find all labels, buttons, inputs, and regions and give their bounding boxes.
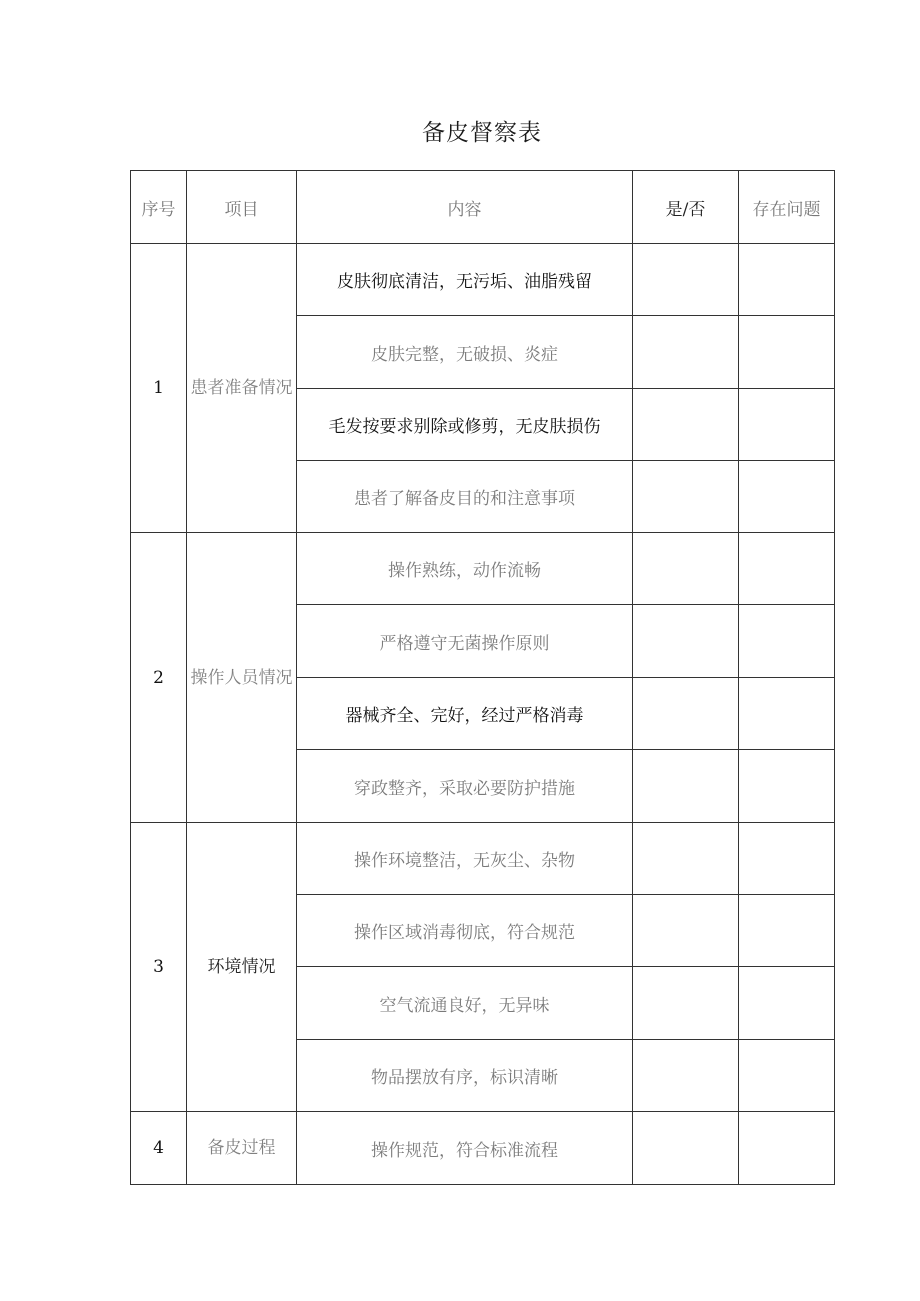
issues-cell[interactable]: [739, 533, 835, 605]
yes-no-cell[interactable]: [633, 244, 739, 316]
issues-cell[interactable]: [739, 750, 835, 823]
content-cell: 穿政整齐，采取必要防护措施: [297, 750, 633, 823]
content-cell: 皮肤彻底清洁，无污垢、油脂残留: [297, 244, 633, 316]
issues-cell[interactable]: [739, 895, 835, 967]
yes-no-cell[interactable]: [633, 316, 739, 389]
issues-cell[interactable]: [739, 316, 835, 389]
yes-no-cell[interactable]: [633, 1040, 739, 1112]
header-issues: 存在问题: [739, 171, 835, 244]
issues-cell[interactable]: [739, 244, 835, 316]
content-cell: 空气流通良好，无异味: [297, 967, 633, 1040]
yes-no-cell[interactable]: [633, 461, 739, 533]
group-item: 操作人员情况: [187, 533, 297, 823]
table-row: [131, 244, 835, 316]
issues-cell[interactable]: [739, 678, 835, 750]
content-cell: 患者了解备皮目的和注意事项: [297, 461, 633, 533]
header-row: [131, 171, 835, 244]
yes-no-cell[interactable]: [633, 823, 739, 895]
group-item: 患者准备情况: [187, 244, 297, 533]
content-cell: 毛发按要求别除或修剪，无皮肤损伤: [297, 389, 633, 461]
yes-no-cell[interactable]: [633, 750, 739, 823]
group-item: 备皮过程: [187, 1112, 297, 1185]
header-content: 内容: [297, 171, 633, 244]
group-number: 4: [131, 1112, 187, 1185]
group-number: 2: [131, 533, 187, 823]
yes-no-cell[interactable]: [633, 389, 739, 461]
table-row: [131, 823, 835, 895]
yes-no-cell[interactable]: [633, 533, 739, 605]
content-cell: 器械齐全、完好，经过严格消毒: [297, 678, 633, 750]
issues-cell[interactable]: [739, 461, 835, 533]
group-number: 1: [131, 244, 187, 533]
content-cell: 操作熟练，动作流畅: [297, 533, 633, 605]
issues-cell[interactable]: [739, 605, 835, 678]
issues-cell[interactable]: [739, 1112, 835, 1185]
yes-no-cell[interactable]: [633, 1112, 739, 1185]
table-row: [131, 533, 835, 605]
inspection-table: [130, 170, 835, 1185]
table-row: [131, 1112, 835, 1185]
content-cell: 操作规范，符合标准流程: [297, 1112, 633, 1185]
content-cell: 严格遵守无菌操作原则: [297, 605, 633, 678]
issues-cell[interactable]: [739, 389, 835, 461]
issues-cell[interactable]: [739, 1040, 835, 1112]
group-item: 环境情况: [187, 823, 297, 1112]
yes-no-cell[interactable]: [633, 967, 739, 1040]
content-cell: 操作环境整洁，无灰尘、杂物: [297, 823, 633, 895]
content-cell: 操作区域消毒彻底，符合规范: [297, 895, 633, 967]
document-title: 备皮督察表: [422, 120, 542, 146]
header-yes-no: 是/否: [633, 171, 739, 244]
yes-no-cell[interactable]: [633, 895, 739, 967]
yes-no-cell[interactable]: [633, 678, 739, 750]
content-cell: 物品摆放有序，标识清晰: [297, 1040, 633, 1112]
group-number: 3: [131, 823, 187, 1112]
content-cell: 皮肤完整，无破损、炎症: [297, 316, 633, 389]
yes-no-cell[interactable]: [633, 605, 739, 678]
header-item: 项目: [187, 171, 297, 244]
issues-cell[interactable]: [739, 967, 835, 1040]
header-no: 序号: [131, 171, 187, 244]
issues-cell[interactable]: [739, 823, 835, 895]
